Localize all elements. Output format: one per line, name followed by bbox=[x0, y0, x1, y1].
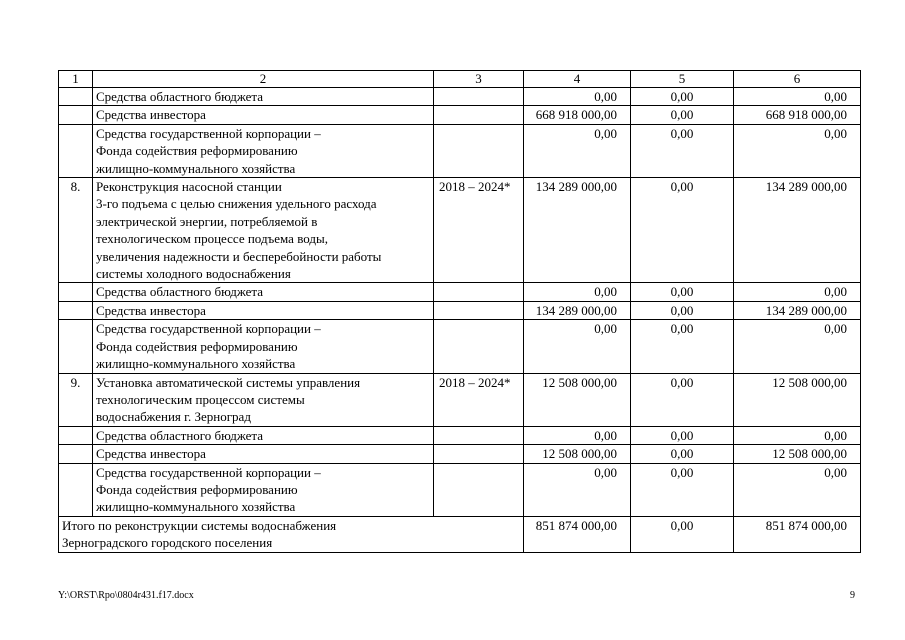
row-number bbox=[59, 124, 93, 177]
header-cell: 3 bbox=[434, 71, 524, 88]
row-number: 8. bbox=[59, 178, 93, 283]
row-number bbox=[59, 320, 93, 373]
row-value-col5: 0,00 bbox=[631, 463, 734, 516]
row-name: Средства инвестора bbox=[93, 445, 434, 463]
row-value-col5: 0,00 bbox=[631, 320, 734, 373]
table-row bbox=[59, 283, 861, 301]
row-value-col6: 0,00 bbox=[734, 283, 861, 301]
row-period: 2018 – 2024* bbox=[434, 373, 524, 426]
table-row bbox=[59, 320, 861, 373]
row-value-col4: 668 918 000,00 bbox=[524, 106, 631, 124]
row-value-col5: 0,00 bbox=[631, 283, 734, 301]
row-value-col5: 0,00 bbox=[631, 373, 734, 426]
row-period bbox=[434, 426, 524, 444]
header-cell: 4 bbox=[524, 71, 631, 88]
table-row bbox=[59, 463, 861, 516]
row-value-col6: 12 508 000,00 bbox=[734, 445, 861, 463]
row-name: Реконструкция насосной станции 3-го подъема с целью снижения удельного расхода электрической энергии, потребляемой в технологическом процессе подъема воды, увеличения надежности и бесперебойности работы системы холодного водоснабжения bbox=[93, 178, 434, 283]
row-name: Установка автоматической системы управления технологическим процессом системы водоснабжения г. Зерноград bbox=[93, 373, 434, 426]
row-value-col4: 0,00 bbox=[524, 124, 631, 177]
row-number bbox=[59, 463, 93, 516]
row-period bbox=[434, 301, 524, 319]
row-value-col5: 0,00 bbox=[631, 301, 734, 319]
row-value-col4: 0,00 bbox=[524, 426, 631, 444]
table-row bbox=[59, 426, 861, 444]
row-value-col6: 12 508 000,00 bbox=[734, 373, 861, 426]
total-value-col4: 851 874 000,00 bbox=[524, 516, 631, 552]
row-value-col5: 0,00 bbox=[631, 178, 734, 283]
row-value-col5: 0,00 bbox=[631, 88, 734, 106]
row-value-col4: 134 289 000,00 bbox=[524, 301, 631, 319]
row-value-col4: 12 508 000,00 bbox=[524, 445, 631, 463]
row-number bbox=[59, 106, 93, 124]
table-row bbox=[59, 373, 861, 426]
row-value-col6: 668 918 000,00 bbox=[734, 106, 861, 124]
header-cell: 1 bbox=[59, 71, 93, 88]
row-period: 2018 – 2024* bbox=[434, 178, 524, 283]
row-period bbox=[434, 124, 524, 177]
row-name: Средства областного бюджета bbox=[93, 283, 434, 301]
row-name: Средства государственной корпорации – Фонда содействия реформированию жилищно-коммунального хозяйства bbox=[93, 124, 434, 177]
row-name: Средства государственной корпорации – Фонда содействия реформированию жилищно-коммунального хозяйства bbox=[93, 463, 434, 516]
row-number bbox=[59, 88, 93, 106]
row-value-col6: 0,00 bbox=[734, 426, 861, 444]
row-number: 9. bbox=[59, 373, 93, 426]
row-period bbox=[434, 445, 524, 463]
table-row bbox=[59, 88, 861, 106]
budget-table bbox=[58, 70, 861, 553]
row-value-col4: 134 289 000,00 bbox=[524, 178, 631, 283]
header-cell: 2 bbox=[93, 71, 434, 88]
row-period bbox=[434, 283, 524, 301]
row-name: Средства государственной корпорации – Фонда содействия реформированию жилищно-коммунального хозяйства bbox=[93, 320, 434, 373]
row-period bbox=[434, 88, 524, 106]
table-row bbox=[59, 106, 861, 124]
header-cell: 5 bbox=[631, 71, 734, 88]
total-value-col5: 0,00 bbox=[631, 516, 734, 552]
row-name: Средства инвестора bbox=[93, 106, 434, 124]
row-value-col6: 0,00 bbox=[734, 124, 861, 177]
row-value-col4: 0,00 bbox=[524, 283, 631, 301]
row-period bbox=[434, 463, 524, 516]
row-value-col4: 12 508 000,00 bbox=[524, 373, 631, 426]
row-value-col6: 0,00 bbox=[734, 463, 861, 516]
header-cell: 6 bbox=[734, 71, 861, 88]
row-value-col4: 0,00 bbox=[524, 463, 631, 516]
total-row bbox=[59, 516, 861, 552]
table-row bbox=[59, 301, 861, 319]
total-value-col6: 851 874 000,00 bbox=[734, 516, 861, 552]
row-value-col5: 0,00 bbox=[631, 426, 734, 444]
file-path: Y:\ORST\Rpo\0804r431.f17.docx bbox=[58, 590, 194, 601]
header-row bbox=[59, 71, 861, 88]
row-number bbox=[59, 445, 93, 463]
table-row bbox=[59, 178, 861, 283]
row-value-col4: 0,00 bbox=[524, 88, 631, 106]
page-number: 9 bbox=[850, 590, 855, 601]
row-value-col4: 0,00 bbox=[524, 320, 631, 373]
row-value-col5: 0,00 bbox=[631, 106, 734, 124]
row-value-col5: 0,00 bbox=[631, 445, 734, 463]
row-value-col6: 0,00 bbox=[734, 320, 861, 373]
row-value-col5: 0,00 bbox=[631, 124, 734, 177]
row-name: Средства областного бюджета bbox=[93, 88, 434, 106]
row-name: Средства инвестора bbox=[93, 301, 434, 319]
row-number bbox=[59, 426, 93, 444]
row-number bbox=[59, 283, 93, 301]
row-value-col6: 134 289 000,00 bbox=[734, 178, 861, 283]
table-row bbox=[59, 124, 861, 177]
row-name: Средства областного бюджета bbox=[93, 426, 434, 444]
total-label: Итого по реконструкции системы водоснабжения Зерноградского городского поселения bbox=[59, 516, 524, 552]
row-value-col6: 134 289 000,00 bbox=[734, 301, 861, 319]
table-row bbox=[59, 445, 861, 463]
row-number bbox=[59, 301, 93, 319]
row-period bbox=[434, 106, 524, 124]
row-value-col6: 0,00 bbox=[734, 88, 861, 106]
row-period bbox=[434, 320, 524, 373]
